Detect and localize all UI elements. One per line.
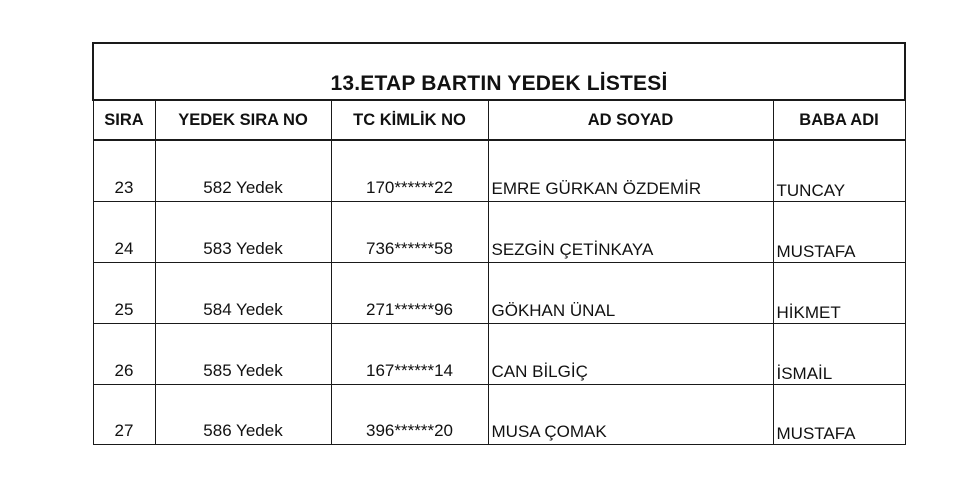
cell-baba-adi: MUSTAFA (773, 385, 905, 445)
cell-sira: 25 (93, 263, 155, 324)
cell-baba-adi: İSMAİL (773, 324, 905, 385)
cell-yedek-sira-no: 584 Yedek (155, 263, 331, 324)
header-row (93, 100, 905, 140)
header-baba-adi: BABA ADI (773, 100, 905, 140)
title-row (93, 43, 905, 100)
table-row (93, 324, 905, 385)
cell-yedek-sira-no: 585 Yedek (155, 324, 331, 385)
cell-tc-kimlik-no: 396******20 (331, 385, 488, 445)
table-title: 13.ETAP BARTIN YEDEK LİSTESİ (93, 43, 905, 100)
cell-baba-adi: HİKMET (773, 263, 905, 324)
cell-tc-kimlik-no: 736******58 (331, 202, 488, 263)
cell-yedek-sira-no: 582 Yedek (155, 140, 331, 202)
table-row (93, 140, 905, 202)
header-sira: SIRA (93, 100, 155, 140)
cell-ad-soyad: GÖKHAN ÜNAL (488, 263, 773, 324)
header-tc-kimlik-no: TC KİMLİK NO (331, 100, 488, 140)
cell-tc-kimlik-no: 170******22 (331, 140, 488, 202)
header-ad-soyad: AD SOYAD (488, 100, 773, 140)
cell-tc-kimlik-no: 271******96 (331, 263, 488, 324)
table-row (93, 385, 905, 445)
cell-sira: 23 (93, 140, 155, 202)
cell-baba-adi: MUSTAFA (773, 202, 905, 263)
cell-sira: 24 (93, 202, 155, 263)
cell-sira: 27 (93, 385, 155, 445)
cell-yedek-sira-no: 583 Yedek (155, 202, 331, 263)
reserve-list-table (92, 42, 906, 445)
cell-ad-soyad: MUSA ÇOMAK (488, 385, 773, 445)
cell-ad-soyad: EMRE GÜRKAN ÖZDEMİR (488, 140, 773, 202)
table-row (93, 202, 905, 263)
cell-tc-kimlik-no: 167******14 (331, 324, 488, 385)
cell-baba-adi: TUNCAY (773, 140, 905, 202)
table-row (93, 263, 905, 324)
reserve-list-document (92, 42, 904, 445)
cell-sira: 26 (93, 324, 155, 385)
cell-ad-soyad: CAN BİLGİÇ (488, 324, 773, 385)
header-yedek-sira-no: YEDEK SIRA NO (155, 100, 331, 140)
cell-yedek-sira-no: 586 Yedek (155, 385, 331, 445)
cell-ad-soyad: SEZGİN ÇETİNKAYA (488, 202, 773, 263)
